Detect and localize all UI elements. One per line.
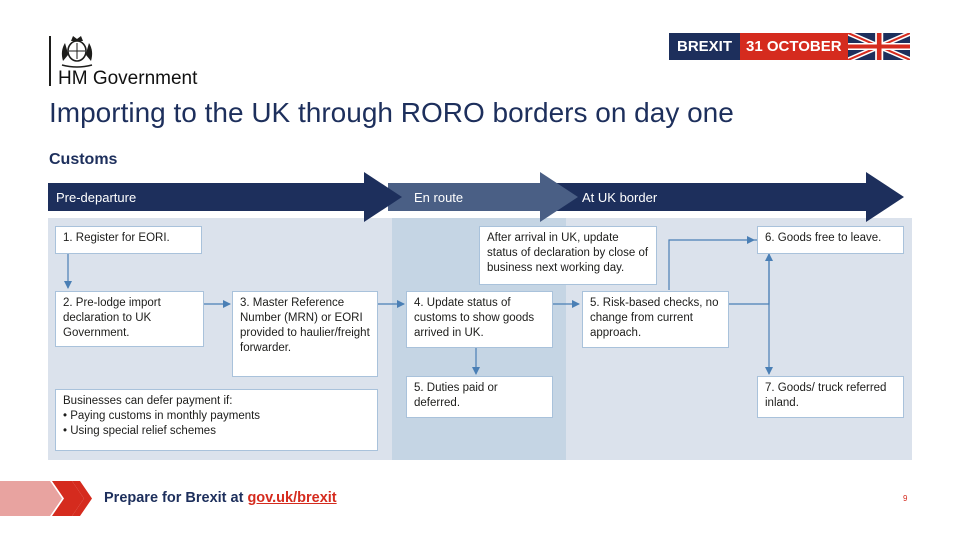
defer-payment-note	[55, 389, 378, 451]
stage-label-pre-departure: Pre-departure	[56, 190, 137, 205]
brexit-badge	[669, 33, 910, 60]
step-pre-lodge-declaration: 2. Pre-lodge import declaration to UK Government.	[55, 291, 204, 347]
header-divider	[49, 36, 51, 86]
footer-prefix: Prepare for Brexit at	[104, 490, 248, 506]
brexit-link[interactable]: gov.uk/brexit	[247, 490, 337, 506]
chevron-logo-icon	[0, 481, 96, 516]
step-risk-based-checks: 5. Risk-based checks, no change from current approach.	[582, 291, 729, 348]
union-flag-icon	[848, 33, 910, 60]
org-name: HM Government	[58, 68, 198, 89]
step-update-status: 4. Update status of customs to show goods arrived in UK.	[406, 291, 553, 348]
stage-label-en-route: En route	[414, 190, 464, 205]
footer-cta	[104, 490, 337, 506]
connector-split-6	[669, 240, 754, 290]
step-goods-free: 6. Goods free to leave.	[757, 226, 904, 254]
step-register-eori: 1. Register for EORI.	[55, 226, 202, 254]
step-duties-paid: 5. Duties paid or deferred.	[406, 376, 553, 418]
badge-brexit-label: BREXIT	[669, 33, 740, 60]
process-diagram	[48, 172, 912, 460]
note-item: • Paying customs in monthly payments	[63, 410, 261, 422]
note-item: • Using special relief schemes	[63, 425, 216, 437]
step-after-arrival-note: After arrival in UK, update status of declaration by close of business next working day.	[479, 226, 657, 285]
page-title: Importing to the UK through RORO borders on day one	[49, 97, 734, 128]
royal-crest-icon	[57, 33, 97, 69]
note-heading: Businesses can defer payment if:	[63, 395, 233, 407]
step-mrn: 3. Master Reference Number (MRN) or EORI provided to haulier/freight forwarder.	[232, 291, 378, 377]
step-truck-referred-inland: 7. Goods/ truck referred inland.	[757, 376, 904, 418]
page-number: 9	[903, 494, 908, 503]
badge-date-label: 31 OCTOBER	[740, 33, 848, 60]
stage-label-at-border: At UK border	[582, 190, 658, 205]
section-subtitle: Customs	[49, 151, 118, 168]
